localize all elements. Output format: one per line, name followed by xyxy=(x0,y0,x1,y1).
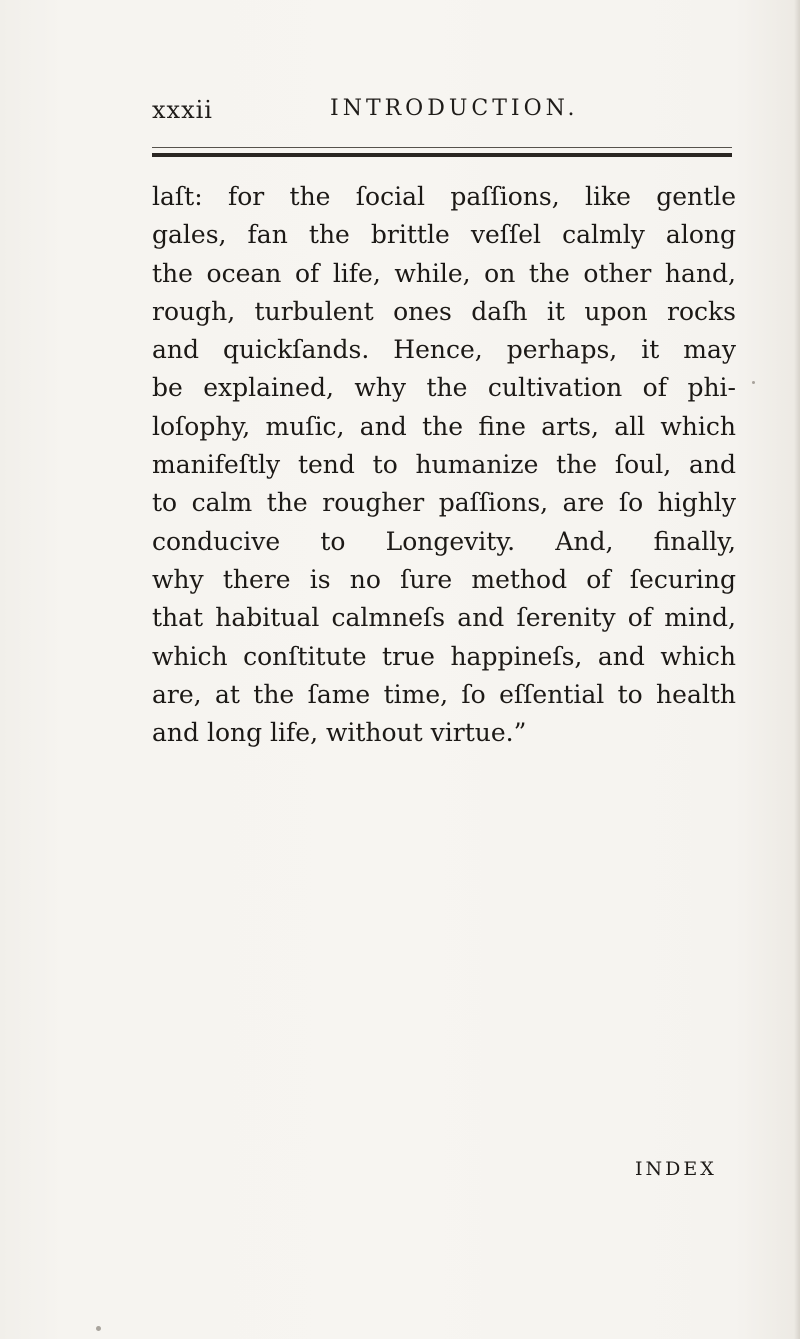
text-line: are, at the ſame time, ſo eſſential to health xyxy=(152,679,736,709)
text-line: rough, turbulent ones daſh it upon rocks xyxy=(152,296,736,326)
text-line: manifeſtly tend to humanize the ſoul, and xyxy=(152,450,736,480)
text-line: and quickſands. Hence, perhaps, it may xyxy=(152,335,736,365)
catchword: INDEX xyxy=(635,1158,717,1180)
text-line: conducive to Longevity. And, finally, xyxy=(152,526,736,556)
running-title: INTRODUCTION. xyxy=(330,96,579,121)
header-double-rule xyxy=(152,147,732,157)
text-line: gales, fan the brittle veſſel calmly along xyxy=(152,220,736,250)
page-edge-shadow xyxy=(794,0,800,1339)
text-line-last: and long life, without virtue.” xyxy=(152,718,527,748)
header-rule-thin xyxy=(152,147,732,148)
paper-speck xyxy=(96,1326,101,1331)
text-line: the ocean of life, while, on the other hand, xyxy=(152,258,736,288)
text-line: be explained, why the cultivation of phi- xyxy=(152,373,736,403)
page-number: xxxii xyxy=(152,96,213,124)
paper-speck xyxy=(752,381,755,384)
text-line: that habitual calmneſs and ſerenity of mind, xyxy=(152,603,736,633)
running-head xyxy=(152,92,732,132)
text-line: to calm the rougher paſſions, are ſo highly xyxy=(152,488,736,518)
text-line: why there is no ſure method of ſecuring xyxy=(152,564,736,594)
text-line: loſophy, muſic, and the fine arts, all which xyxy=(152,411,736,441)
text-line: laſt: for the ſocial paſſions, like gentle xyxy=(152,182,736,211)
text-line: which conſtitute true happineſs, and which xyxy=(152,641,736,671)
body-text xyxy=(152,178,736,752)
header-rule-thick xyxy=(152,153,732,157)
